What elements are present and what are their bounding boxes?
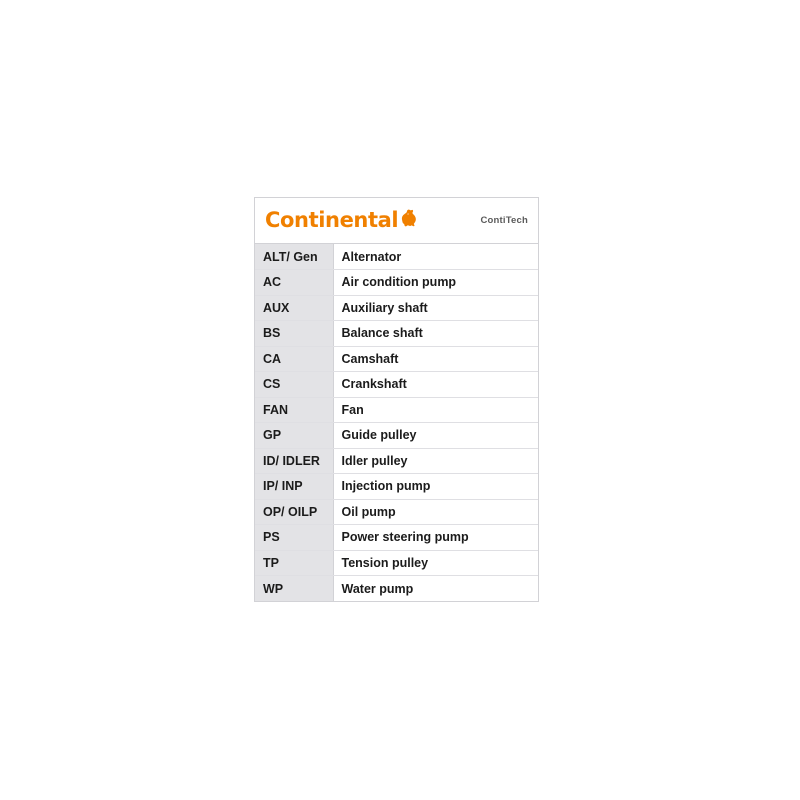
abbr-code: IP/ INP [255, 474, 333, 500]
abbr-code: PS [255, 525, 333, 551]
table-row [255, 474, 538, 500]
abbr-code: ID/ IDLER [255, 448, 333, 474]
table-row [255, 448, 538, 474]
abbr-code: FAN [255, 397, 333, 423]
abbr-description: Air condition pump [333, 270, 538, 296]
abbr-description: Balance shaft [333, 321, 538, 347]
abbreviation-table [255, 244, 538, 601]
abbr-description: Water pump [333, 576, 538, 602]
continental-logo [265, 210, 418, 232]
abbr-description: Fan [333, 397, 538, 423]
table-row [255, 423, 538, 449]
abbr-code: OP/ OILP [255, 499, 333, 525]
table-row [255, 576, 538, 602]
brand-sub-label: ContiTech [480, 215, 528, 226]
table-row [255, 525, 538, 551]
brand-header [255, 198, 538, 244]
abbr-description: Auxiliary shaft [333, 295, 538, 321]
horse-logo-icon [400, 207, 418, 229]
abbr-description: Injection pump [333, 474, 538, 500]
abbr-code: TP [255, 550, 333, 576]
table-row [255, 346, 538, 372]
abbr-description: Power steering pump [333, 525, 538, 551]
abbr-description: Alternator [333, 244, 538, 270]
abbr-description: Tension pulley [333, 550, 538, 576]
abbr-description: Guide pulley [333, 423, 538, 449]
abbr-description: Camshaft [333, 346, 538, 372]
table-row [255, 270, 538, 296]
table-row [255, 244, 538, 270]
table-row [255, 397, 538, 423]
abbr-code: AUX [255, 295, 333, 321]
abbr-code: CS [255, 372, 333, 398]
abbr-code: WP [255, 576, 333, 602]
abbreviation-table-body [255, 244, 538, 601]
abbr-description: Crankshaft [333, 372, 538, 398]
abbr-code: ALT/ Gen [255, 244, 333, 270]
brand-wordmark: Continental [265, 208, 399, 232]
abbreviation-legend-card [254, 197, 539, 602]
abbr-code: CA [255, 346, 333, 372]
table-row [255, 372, 538, 398]
table-row [255, 550, 538, 576]
abbr-description: Oil pump [333, 499, 538, 525]
table-row [255, 321, 538, 347]
abbr-description: Idler pulley [333, 448, 538, 474]
abbr-code: BS [255, 321, 333, 347]
table-row [255, 499, 538, 525]
abbr-code: GP [255, 423, 333, 449]
abbr-code: AC [255, 270, 333, 296]
table-row [255, 295, 538, 321]
